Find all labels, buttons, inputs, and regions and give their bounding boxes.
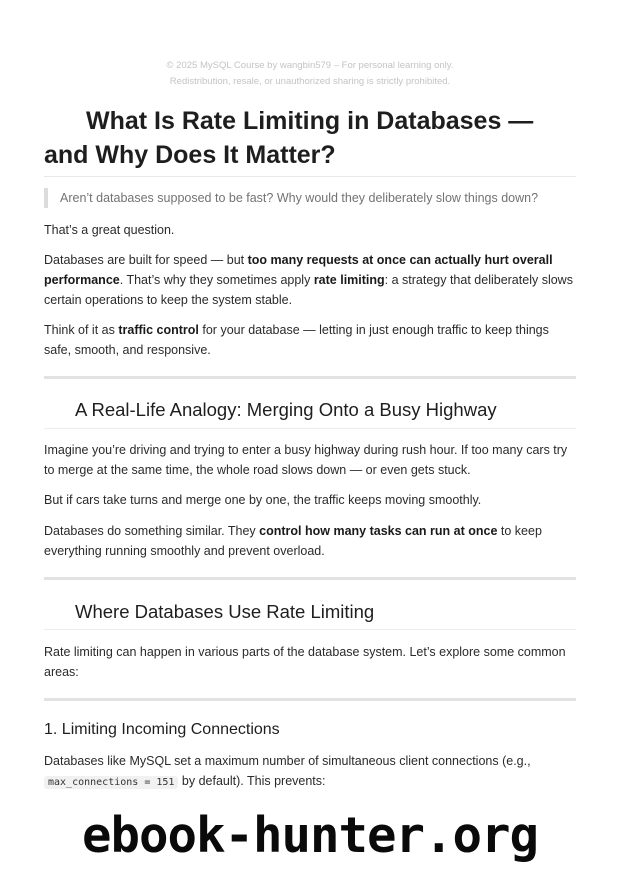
intro-paragraph-3: [44, 320, 576, 360]
section1-heading: 1. Limiting Incoming Connections: [44, 721, 280, 738]
analogy-paragraph-1: Imagine you’re driving and trying to enter a busy highway during rush hour. If too many cars try to merge at the same time, the whole road slows down — or even gets stuck.: [44, 443, 568, 477]
where-heading: Where Databases Use Rate Limiting: [75, 601, 375, 622]
analogy-heading: A Real-Life Analogy: Merging Onto a Busy Highway: [75, 399, 497, 420]
bold-text: too many requests at once can actually hurt overall performance: [44, 253, 553, 287]
bold-text: rate limiting: [313, 273, 385, 287]
text-run: Databases do something similar. They: [44, 524, 260, 538]
text-run: Think of it as: [44, 323, 119, 337]
text-run: : a strategy that deliberately slows certain operations to keep the system stable.: [44, 273, 573, 307]
heading-underline: [44, 629, 576, 630]
section1-paragraph-1: [44, 751, 576, 793]
page-title: What Is Rate Limiting in Databases — and Why Does It Matter?: [44, 107, 534, 169]
watermark: ebook-hunter.org: [81, 807, 538, 864]
intro-paragraph-1: That’s a great question.: [44, 223, 175, 237]
analogy-paragraph-2: But if cars take turns and merge one by one, the traffic keeps moving smoothly.: [44, 493, 482, 507]
section-divider: [44, 698, 576, 701]
analogy-paragraph-3: [44, 521, 576, 561]
text-run: for your database — letting in just enough traffic to keep things safe, smooth, and responsive.: [44, 323, 549, 357]
where-paragraph-1: Rate limiting can happen in various parts of the database system. Let’s explore some common areas:: [44, 645, 566, 679]
intro-paragraph-2: [44, 250, 576, 310]
section-divider: [44, 376, 576, 379]
text-run: Databases like MySQL set a maximum number of simultaneous client connections (e.g.,: [44, 754, 531, 768]
text-run: . That’s why they sometimes apply: [119, 273, 314, 287]
copyright-line-2: Redistribution, resale, or unauthorized sharing is strictly prohibited.: [169, 76, 451, 87]
copyright-line-1: © 2025 MySQL Course by wangbin579 – For personal learning only.: [166, 60, 454, 71]
inline-code: max_connections = 151: [44, 776, 178, 789]
title-divider: [44, 176, 576, 177]
copyright-notice: [0, 58, 620, 90]
heading-underline: [44, 428, 576, 429]
section-divider: [44, 577, 576, 580]
text-run: Databases are built for speed — but: [44, 253, 248, 267]
text-run: by default). This prevents:: [178, 774, 326, 788]
text-run: to keep everything running smoothly and prevent overload.: [44, 524, 542, 558]
intro-blockquote: Aren’t databases supposed to be fast? Why would they deliberately slow things down?: [44, 188, 576, 208]
bold-text: control how many tasks can run at once: [259, 524, 498, 538]
bold-text: traffic control: [118, 323, 199, 337]
